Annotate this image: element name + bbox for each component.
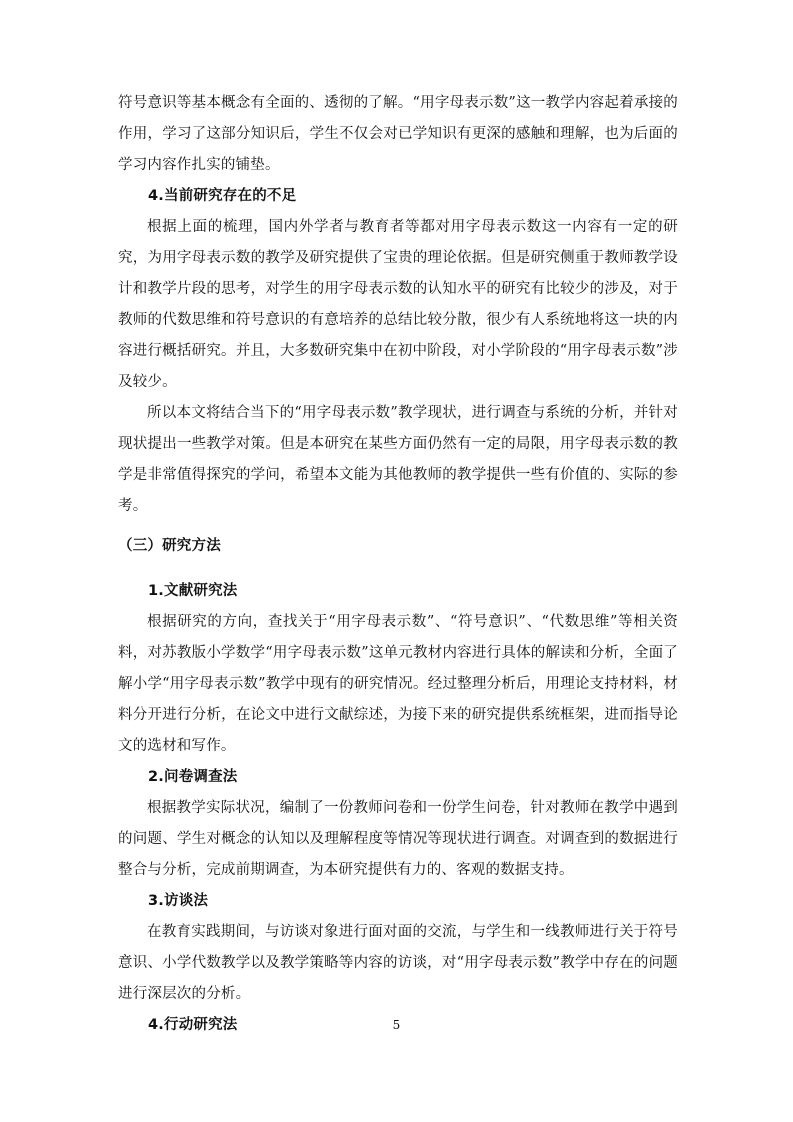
heading-research-methods: （三）研究方法: [118, 538, 221, 554]
paragraph-literature-method: 根据研究的方向，查找关于“用字母表示数”、“符号意识”、“代数思维”等相关资料，对苏教版小学数学“用字母表示数”这单元教材内容进行具体的解读和分析，全面了解小学“用字母表示数”教学中现有的研究情况。经过整理分析后，用理论支持材料，材料分开进行分析，在论文中进行文献综述，为接下来的研究提供系统框架，进而指导论文的选材和写作。: [118, 614, 678, 754]
paragraph-interview-method: 在教育实践期间，与访谈对象进行面对面的交流，与学生和一线教师进行关于符号意识、小学代数教学以及教学策略等内容的访谈，对“用字母表示数”教学中存在的问题进行深层次的分析。: [118, 924, 678, 1002]
heading-action-research-method: 4.行动研究法: [148, 1017, 238, 1033]
paragraph-survey-method: 根据教学实际状况，编制了一份教师问卷和一份学生问卷，针对教师在教学中遇到的问题、学生对概念的认知以及理解程度等情况等现状进行调查。对调查到的数据进行整合与分析，完成前期调查，为本研究提供有力的、客观的数据支持。: [118, 800, 678, 878]
paragraph-continuation: 符号意识等基本概念有全面的、透彻的了解。“用字母表示数”这一教学内容起着承接的作用，学习了这部分知识后，学生不仅会对已学知识有更深的感触和理解，也为后面的学习内容作扎实的铺垫。: [118, 95, 678, 173]
paragraph-study-scope: 所以本文将结合当下的“用字母表示数”教学现状，进行调查与系统的分析，并针对现状提出一些教学对策。但是本研究在某些方面仍然有一定的局限，用字母表示数的教学是非常值得探究的学问，希望本文能为其他教师的教学提供一些有价值的、实际的参考。: [118, 405, 678, 514]
heading-interview-method: 3.访谈法: [148, 893, 209, 909]
page-content: [118, 88, 678, 1041]
page-number: 5: [392, 1018, 401, 1032]
heading-survey-method: 2.问卷调查法: [148, 769, 238, 785]
paragraph-research-review: 根据上面的梳理，国内外学者与教育者等都对用字母表示数这一内容有一定的研究，为用字母表示数的教学及研究提供了宝贵的理论依据。但是研究侧重于教师教学设计和教学片段的思考，对学生的用字母表示数的认知水平的研究有比较少的涉及，对于教师的代数思维和符号意识的有意培养的总结比较分散，很少有人系统地将这一块的内容进行概括研究。并且，大多数研究集中在初中阶段，对小学阶段的“用字母表示数”涉及较少。: [118, 219, 678, 390]
heading-literature-method: 1.文献研究法: [148, 583, 238, 599]
heading-current-research-gaps: 4.当前研究存在的不足: [148, 188, 297, 204]
